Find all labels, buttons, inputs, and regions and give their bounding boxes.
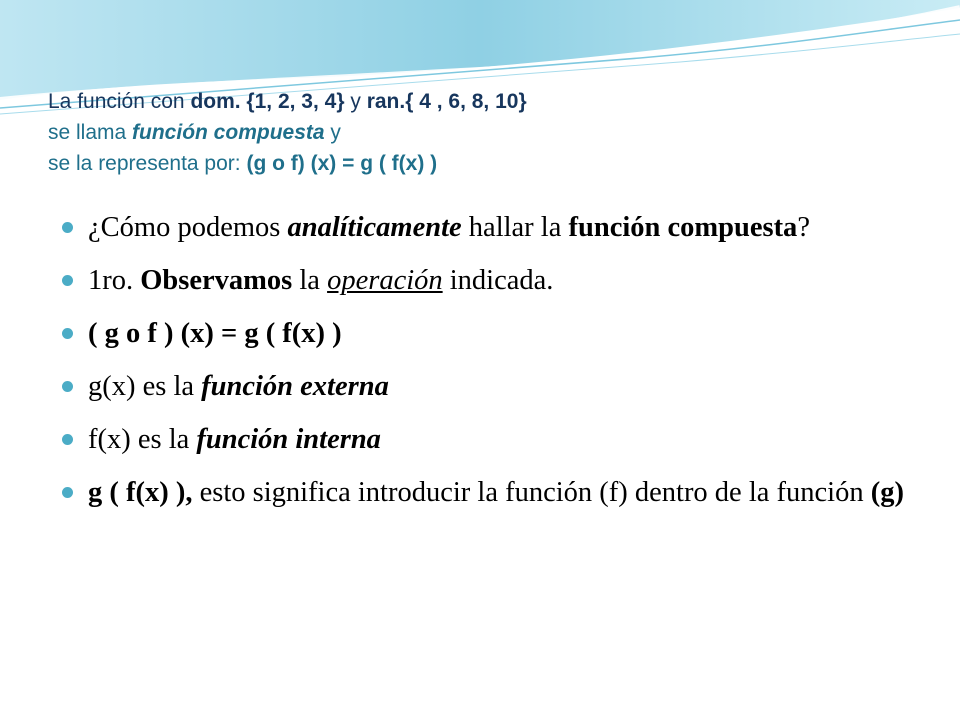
emphasis: función compuesta: [568, 212, 798, 243]
title-text: La función con: [48, 90, 191, 113]
list-item: [62, 316, 922, 351]
composition-formula: (g o f) (x) = g ( f(x) ): [246, 152, 438, 175]
formula: g ( f(x) ),: [88, 477, 193, 508]
text: g(x) es la: [88, 371, 202, 402]
title-text: se la representa por:: [48, 152, 247, 175]
slide-title: [48, 86, 928, 179]
title-text: y: [344, 90, 367, 113]
text: esto significa introducir la función (f) dentro de la función: [192, 477, 871, 508]
range-text: ran.{ 4 , 6, 8, 10}: [366, 90, 527, 113]
bullet-dot-icon: [62, 275, 73, 286]
emphasis: analíticamente: [287, 212, 462, 243]
bullet-dot-icon: [62, 487, 73, 498]
text: f(x) es la: [88, 424, 197, 455]
emphasis: Observamos: [140, 265, 293, 296]
title-line-2: [48, 117, 928, 148]
title-line-1: [48, 86, 928, 117]
title-text: y: [324, 121, 341, 144]
formula: ( g o f ) (x) = g ( f(x) ): [88, 318, 342, 349]
text: ?: [797, 212, 810, 243]
bullet-dot-icon: [62, 434, 73, 445]
bullet-dot-icon: [62, 381, 73, 392]
text: indicada.: [442, 265, 554, 296]
composite-function-term: función compuesta: [132, 121, 325, 144]
title-line-3: [48, 148, 928, 179]
bullet-dot-icon: [62, 328, 73, 339]
list-item: [62, 210, 922, 245]
bullet-dot-icon: [62, 222, 73, 233]
text: 1ro.: [88, 265, 141, 296]
list-item: [62, 369, 922, 404]
list-item: [62, 475, 922, 510]
list-item: [62, 422, 922, 457]
text: hallar la: [461, 212, 569, 243]
domain-text: dom. {1, 2, 3, 4}: [190, 90, 345, 113]
list-item: [62, 263, 922, 298]
bullet-list: [62, 210, 922, 528]
text: ¿Cómo podemos: [88, 212, 288, 243]
title-text: se llama: [48, 121, 133, 144]
text: la: [292, 265, 328, 296]
emphasis: función interna: [196, 424, 381, 455]
emphasis: operación: [327, 265, 443, 296]
emphasis: función externa: [201, 371, 389, 402]
emphasis: (g): [870, 477, 904, 508]
